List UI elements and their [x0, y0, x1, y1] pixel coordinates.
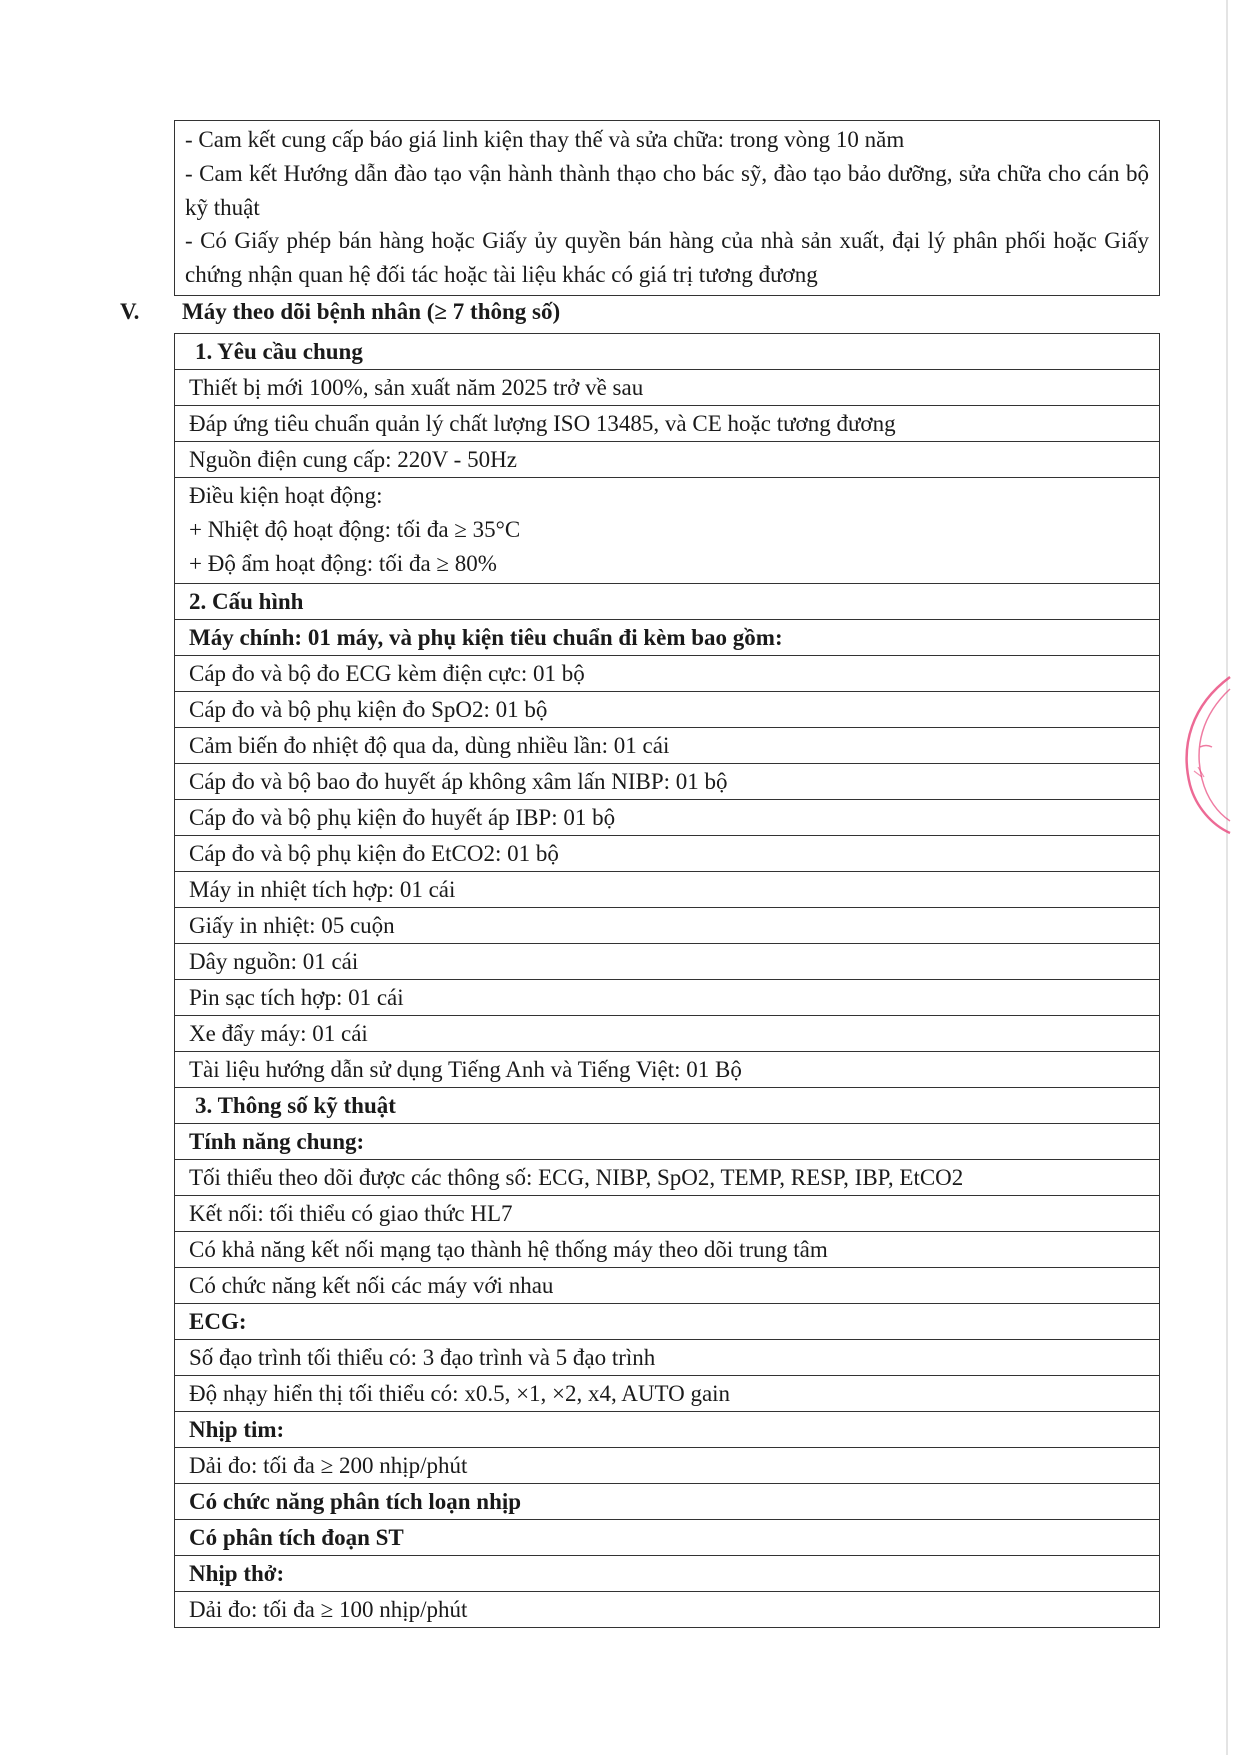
- spec-cell: Số đạo trình tối thiểu có: 3 đạo trình và 5 đạo trình: [175, 1340, 1160, 1376]
- table-row: [175, 1232, 1160, 1268]
- table-row: [175, 1484, 1160, 1520]
- table-row: [175, 1124, 1160, 1160]
- commitment-line: - Cam kết cung cấp báo giá linh kiện thay thế và sửa chữa: trong vòng 10 năm: [185, 127, 905, 152]
- table-row: [175, 584, 1160, 620]
- spec-cell: Tài liệu hướng dẫn sử dụng Tiếng Anh và Tiếng Việt: 01 Bộ: [175, 1052, 1160, 1088]
- spec-cell: Cáp đo và bộ phụ kiện đo SpO2: 01 bộ: [175, 692, 1160, 728]
- table-row: [175, 1088, 1160, 1124]
- spec-line: + Độ ẩm hoạt động: tối đa ≥ 80%: [189, 551, 497, 576]
- commitment-line: - Cam kết Hướng dẫn đào tạo vận hành thành thạo cho bác sỹ, đào tạo bảo dưỡng, sửa chữa cho cán bộ kỹ thuật: [185, 160, 1149, 220]
- spec-cell: Đáp ứng tiêu chuẩn quản lý chất lượng ISO 13485, và CE hoặc tương đương: [175, 406, 1160, 442]
- table-row: [175, 442, 1160, 478]
- table-row: [175, 1376, 1160, 1412]
- table-row: [175, 764, 1160, 800]
- spec-cell: Xe đẩy máy: 01 cái: [175, 1016, 1160, 1052]
- spec-cell-operating-conditions: [175, 478, 1160, 584]
- spec-cell: Cảm biến đo nhiệt độ qua da, dùng nhiều lần: 01 cái: [175, 728, 1160, 764]
- spec-cell: Kết nối: tối thiểu có giao thức HL7: [175, 1196, 1160, 1232]
- spec-cell-bold: Có phân tích đoạn ST: [175, 1520, 1160, 1556]
- table-row: [175, 872, 1160, 908]
- commitments-box: [174, 120, 1160, 296]
- table-row: [175, 1160, 1160, 1196]
- spec-cell: Dây nguồn: 01 cái: [175, 944, 1160, 980]
- table-row: [175, 1592, 1160, 1628]
- table-row: [175, 1412, 1160, 1448]
- spec-cell: Cáp đo và bộ bao đo huyết áp không xâm lấn NIBP: 01 bộ: [175, 764, 1160, 800]
- table-row: [175, 334, 1160, 370]
- spec-cell: Cáp đo và bộ phụ kiện đo huyết áp IBP: 01 bộ: [175, 800, 1160, 836]
- table-row: [175, 1052, 1160, 1088]
- table-row: [175, 1196, 1160, 1232]
- spec-cell-bold: Nhịp tim:: [175, 1412, 1160, 1448]
- table-row: [175, 944, 1160, 980]
- spec-cell: Cáp đo và bộ đo ECG kèm điện cực: 01 bộ: [175, 656, 1160, 692]
- table-row: [175, 908, 1160, 944]
- table-row: [175, 1520, 1160, 1556]
- section-number: V.: [120, 299, 140, 324]
- table-row: [175, 478, 1160, 584]
- table-row: [175, 1556, 1160, 1592]
- section-title: Máy theo dõi bệnh nhân (≥ 7 thông số): [182, 299, 561, 324]
- spec-cell: Độ nhạy hiển thị tối thiểu có: x0.5, ×1, ×2, x4, AUTO gain: [175, 1376, 1160, 1412]
- spec-cell: Thiết bị mới 100%, sản xuất năm 2025 trở về sau: [175, 370, 1160, 406]
- table-row: [175, 1448, 1160, 1484]
- table-row: [175, 370, 1160, 406]
- table-row: [175, 1016, 1160, 1052]
- spec-cell: Cáp đo và bộ phụ kiện đo EtCO2: 01 bộ: [175, 836, 1160, 872]
- subsection-heading: 3. Thông số kỹ thuật: [175, 1088, 1160, 1124]
- spec-table: [174, 333, 1160, 1628]
- spec-cell: Có chức năng kết nối các máy với nhau: [175, 1268, 1160, 1304]
- spec-cell-bold: ECG:: [175, 1304, 1160, 1340]
- red-stamp-edge: [1172, 675, 1232, 835]
- subsection-heading: 2. Cấu hình: [175, 584, 1160, 620]
- spec-cell: Dải đo: tối đa ≥ 200 nhịp/phút: [175, 1448, 1160, 1484]
- commitment-line: - Có Giấy phép bán hàng hoặc Giấy ủy quyền bán hàng của nhà sản xuất, đại lý phân phối hoặc Giấy chứng nhận quan hệ đối tác hoặc tài liệu khác có giá trị tương đương: [185, 228, 1149, 288]
- spec-cell-bold: Tính năng chung:: [175, 1124, 1160, 1160]
- spec-cell: Nguồn điện cung cấp: 220V - 50Hz: [175, 442, 1160, 478]
- subsection-heading: 1. Yêu cầu chung: [175, 334, 1160, 370]
- table-row: [175, 800, 1160, 836]
- table-row: [175, 692, 1160, 728]
- spec-cell: Dải đo: tối đa ≥ 100 nhịp/phút: [175, 1592, 1160, 1628]
- table-row: [175, 836, 1160, 872]
- table-row: [175, 980, 1160, 1016]
- table-row: [175, 1268, 1160, 1304]
- table-row: [175, 1304, 1160, 1340]
- table-row: [175, 656, 1160, 692]
- spec-cell-bold: Máy chính: 01 máy, và phụ kiện tiêu chuẩn đi kèm bao gồm:: [175, 620, 1160, 656]
- spec-cell-bold: Nhịp thở:: [175, 1556, 1160, 1592]
- spec-cell: Có khả năng kết nối mạng tạo thành hệ thống máy theo dõi trung tâm: [175, 1232, 1160, 1268]
- spec-line: + Nhiệt độ hoạt động: tối đa ≥ 35°C: [189, 517, 521, 542]
- table-row: [175, 1340, 1160, 1376]
- table-row: [175, 728, 1160, 764]
- spec-cell: Tối thiểu theo dõi được các thông số: ECG, NIBP, SpO2, TEMP, RESP, IBP, EtCO2: [175, 1160, 1160, 1196]
- spec-cell-bold: Có chức năng phân tích loạn nhịp: [175, 1484, 1160, 1520]
- spec-cell: Máy in nhiệt tích hợp: 01 cái: [175, 872, 1160, 908]
- table-row: [175, 620, 1160, 656]
- spec-cell: Pin sạc tích hợp: 01 cái: [175, 980, 1160, 1016]
- table-row: [175, 406, 1160, 442]
- spec-line: Điều kiện hoạt động:: [189, 483, 383, 508]
- page-edge: [1226, 0, 1228, 1755]
- spec-cell: Giấy in nhiệt: 05 cuộn: [175, 908, 1160, 944]
